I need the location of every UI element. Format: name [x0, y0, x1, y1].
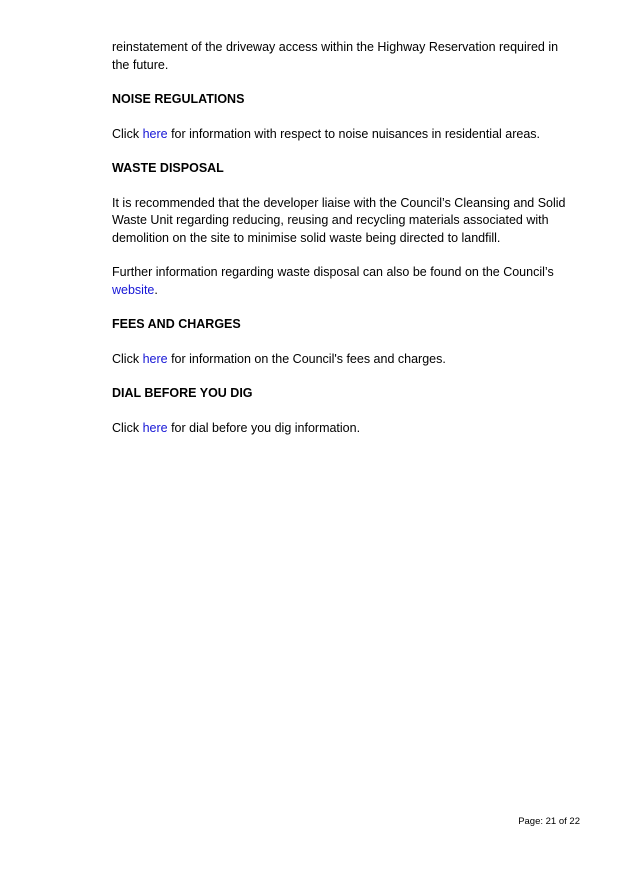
dial-before-you-dig-heading: DIAL BEFORE YOU DIG: [112, 386, 253, 400]
noise-text-pre: Click: [112, 126, 143, 141]
fees-text-post: for information on the Council's fees and charges.: [167, 351, 446, 366]
document-body: [112, 39, 572, 437]
waste-disposal-paragraph: It is recommended that the developer liaise with the Council’s Cleansing and Solid Waste Unit regarding reducing, reusing and recycling materials associated with demolition on the site to minimise solid waste being directed to landfill.: [112, 195, 566, 245]
waste-text-post: .: [154, 282, 158, 297]
fees-charges-paragraph: [112, 351, 572, 369]
waste-website-link[interactable]: website: [112, 282, 155, 297]
fees-charges-heading: FEES AND CHARGES: [112, 317, 241, 331]
page-number: Page: 21 of 22: [518, 816, 580, 827]
dial-text-post: for dial before you dig information.: [167, 420, 361, 435]
dial-text-pre: Click: [112, 420, 143, 435]
noise-text-post: for information with respect to noise nuisances in residential areas.: [167, 126, 541, 141]
intro-paragraph: reinstatement of the driveway access within the Highway Reservation required in the future.: [112, 40, 559, 72]
waste-text-pre: Further information regarding waste disposal can also be found on the Council’s: [112, 265, 554, 279]
noise-here-link[interactable]: here: [142, 126, 168, 141]
waste-disposal-heading: WASTE DISPOSAL: [112, 161, 224, 175]
dial-before-you-dig-paragraph: [112, 420, 572, 438]
dial-here-link[interactable]: here: [142, 420, 168, 435]
fees-here-link[interactable]: here: [142, 351, 168, 366]
waste-further-info-paragraph: [112, 264, 572, 299]
noise-regulations-heading: NOISE REGULATIONS: [112, 92, 245, 106]
noise-regulations-paragraph: [112, 126, 572, 144]
fees-text-pre: Click: [112, 351, 143, 366]
